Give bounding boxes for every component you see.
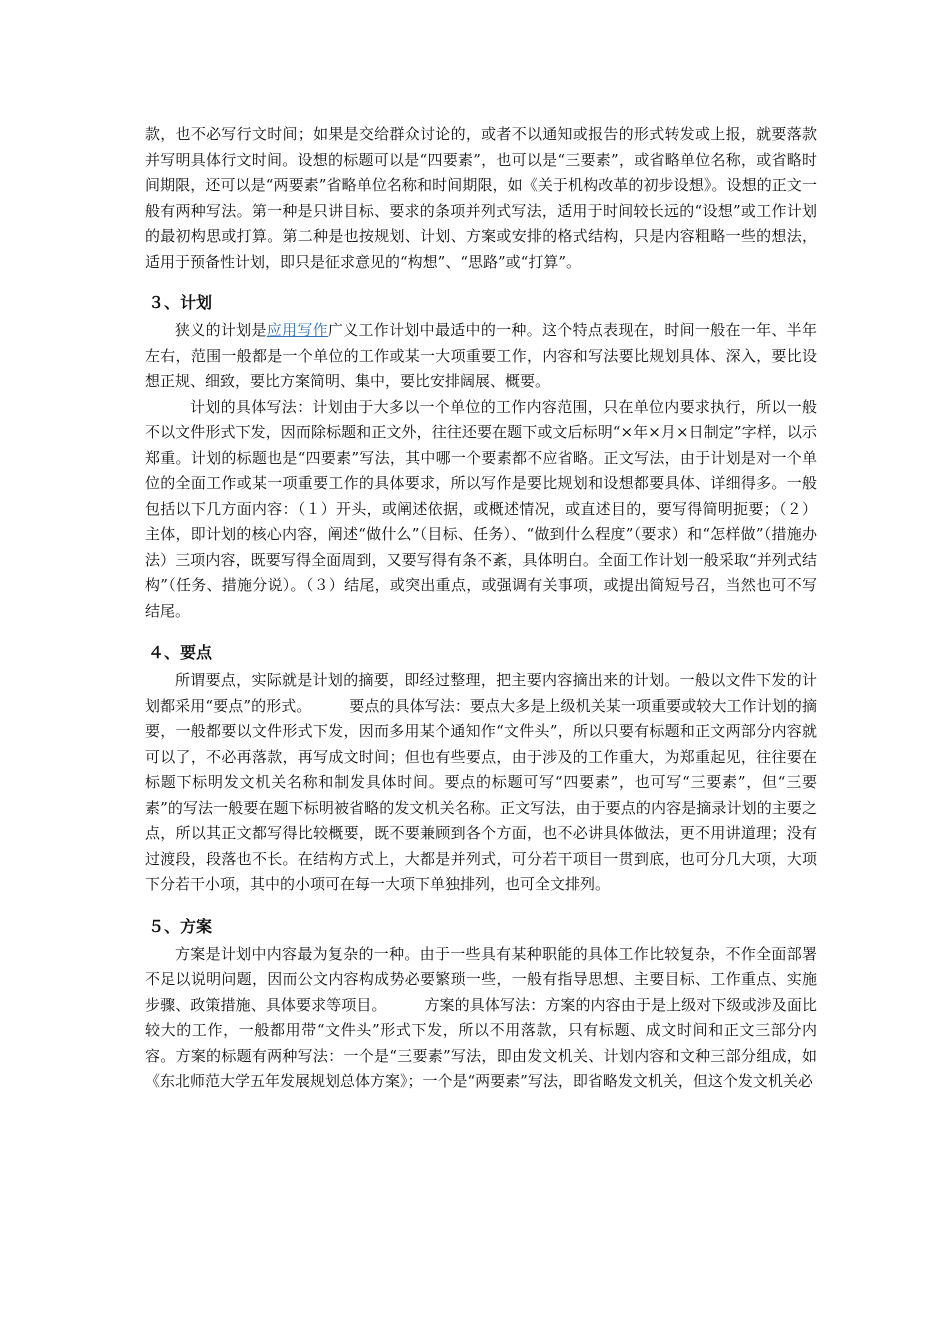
section-heading-scheme: ５、方案 (148, 916, 213, 936)
section5-paragraph-1: 方案是计划中内容最为复杂的一种。由于一些具有某种职能的具体工作比较复杂，不作全面部署不足以说明问题，因而公文内容构成势必要繁琐一些，一般有指导思想、主要目标、工作重点、实施步骤、政策措施、具体要求等项目。 方案的具体写法：方案的内容由于是上级对下级或涉及面比较大的工作，一般都用带“文件头”形式下发，所以不用落款，只有标题、成文时间和正文三部分内容。方案的标题有两种写法：一个是“三要素”写法，即由发文机关、计划内容和文种三部分组成，如《东北师范大学五年发展规划总体方案》；一个是“两要素”写法，即省略发文机关，但这个发文机关必 (145, 944, 817, 1090)
section-heading-plan: ３、计划 (148, 293, 213, 312)
section3-paragraph-2: 计划的具体写法：计划由于大多以一个单位的工作内容范围，只在单位内要求执行，所以一般不以文件形式下发，因而除标题和正文外，往往还要在题下或文后标明“×年×月×日制定”字样，以示郑重。计划的标题也是“四要素”写法，其中哪一个要素都不应省略。正文写法，由于计划是对一个单位的全面工作或某一项重要工作的具体要求，所以写作是要比规划和设想都要具体、详细得多。一般包括以下几方面内容：（１）开头，或阐述依据，或概述情况，或直述目的，要写得简明扼要；（２）主体，即计划的核心内容，阐述“做什么”（目标、任务）、“做到什么程度”（要求）和“怎样做”（措施办法）三项内容，既要写得全面周到，又要写得有条不紊，具体明白。全面工作计划一般采取“并列式结构”（任务、措施分说）。（３）结尾，或突出重点，或强调有关事项，或提出简短号召，当然也可不写结尾。 (145, 397, 817, 620)
section3-p1-before: 狭义的计划是 (175, 321, 267, 339)
section3-p1-after: 广义工作计划中最适中的一种。这个特点表现在，时间一般在一年、半年左右，范围一般都是一个单位的工作或某一大项重要工作，内容和写法要比规划具体、深入，要比设想正规、细致，要比方案简明、集中，要比安排阔展、概要。 (145, 321, 817, 390)
document-body (145, 122, 817, 1095)
section3-paragraph-1 (145, 318, 817, 395)
section-heading-key-points: ４、要点 (148, 643, 213, 662)
section4-paragraph-1: 所谓要点，实际就是计划的摘要，即经过整理，把主要内容摘出来的计划。一般以文件下发的计划都采用“要点”的形式。 要点的具体写法：要点大多是上级机关某一项重要或较大工作计划的摘要，一般都要以文件形式下发，因而多用某个通知作“文件头”，所以只要有标题和正文两部分内容就可以了，不必再落款，再写成文时间；但也有些要点，由于涉及的工作重大，为郑重起见，往往要在标题下标明发文机关名称和制发具体时间。要点的标题可写“四要素”，也可写“三要素”，但“三要素”的写法一般要在题下标明被省略的发文机关名称。正文写法，由于要点的内容是摘录计划的主要之点，所以其正文都写得比较概要，既不要兼顾到各个方面，也不必讲具体做法，更不用讲道理；没有过渡段，段落也不长。在结构方式上，大都是并列式，可分若干项目一贯到底，也可分几大项，大项下分若干小项，其中的小项可在每一大项下单独排列，也可全文排列。 (145, 671, 817, 893)
applied-writing-link[interactable]: 应用写作 (266, 321, 328, 339)
intro-paragraph: 款，也不必写行文时间；如果是交给群众讨论的，或者不以通知或报告的形式转发或上报，就要落款并写明具体行文时间。设想的标题可以是“四要素”，也可以是“三要素”，或省略单位名称，或省略时间期限，还可以是“两要素”省略单位名称和时间期限，如《关于机构改革的初步设想》。设想的正文一般有两种写法。第一种是只讲目标、要求的条项并列式写法，适用于时间较长远的“设想”或工作计划的最初构思或打算。第二种是也按规划、计划、方案或安排的格式结构，只是内容粗略一些的想法，适用于预备性计划，即只是征求意见的“构想”、“思路”或“打算”。 (145, 125, 817, 271)
